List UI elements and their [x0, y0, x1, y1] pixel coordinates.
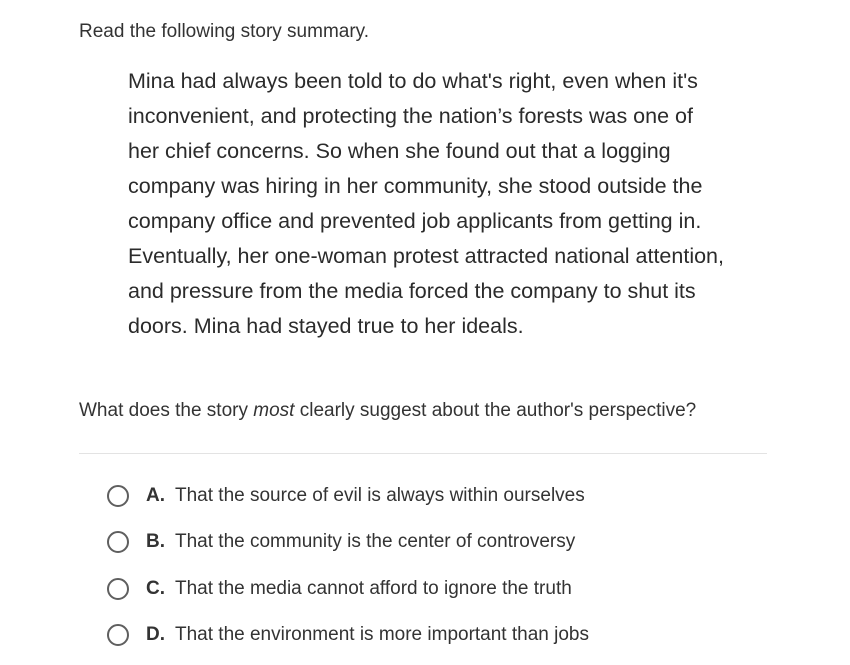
story-summary-passage [128, 64, 728, 344]
option-text-c: That the media cannot afford to ignore the truth [175, 578, 572, 599]
passage-text: Mina had always been told to do what's right, even when it's inconvenient, and protecting the nation’s forests was one of her chief concerns. So when she found out that a logging company was hiring in her community, she stood outside the company office and prevented job applicants from getting in. Eventually, her one-woman protest attracted national attention, and pressure from the media forced the company to shut its doors. Mina had stayed true to her ideals. [128, 69, 724, 338]
option-letter-a: A. [146, 485, 165, 506]
answer-option-c[interactable] [107, 573, 572, 605]
radio-button-a[interactable] [107, 485, 129, 507]
question-emphasis: most [253, 400, 295, 421]
divider [79, 453, 767, 454]
option-letter-b: B. [146, 531, 165, 552]
question-prompt [79, 399, 696, 423]
option-letter-c: C. [146, 578, 165, 599]
option-text-d: That the environment is more important than jobs [175, 624, 589, 645]
answer-option-b[interactable] [107, 526, 575, 558]
option-text-b: That the community is the center of controversy [175, 531, 576, 552]
question-text-start: What does the story [79, 400, 254, 421]
question-text-end: clearly suggest about the author's perspective? [294, 400, 697, 421]
instructions-text: Read the following story summary. [79, 21, 370, 42]
option-text-a: That the source of evil is always within ourselves [175, 485, 585, 506]
answer-option-d[interactable] [107, 619, 589, 651]
radio-button-d[interactable] [107, 624, 129, 646]
radio-button-c[interactable] [107, 578, 129, 600]
option-letter-d: D. [146, 624, 165, 645]
radio-button-b[interactable] [107, 531, 129, 553]
answer-option-a[interactable] [107, 480, 585, 512]
